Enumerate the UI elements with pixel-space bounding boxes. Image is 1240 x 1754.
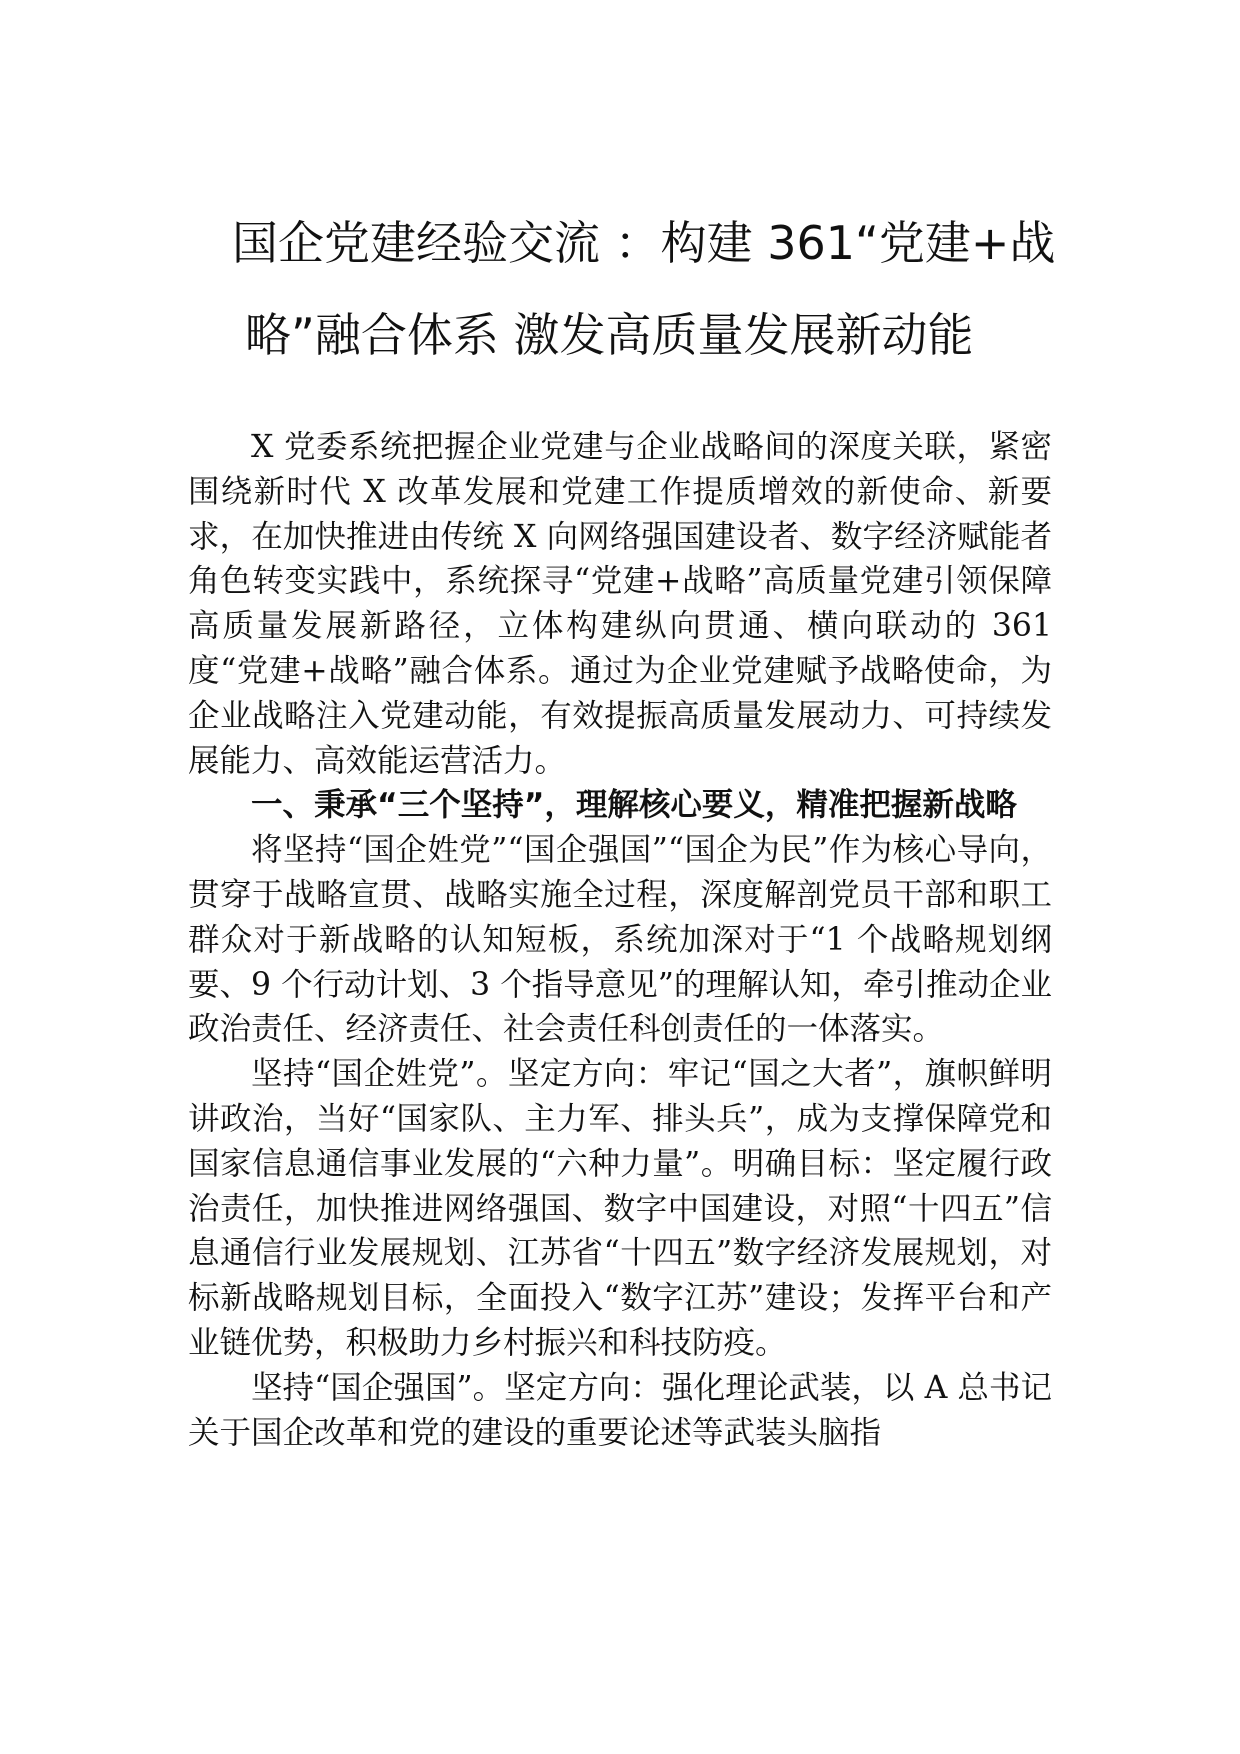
section-heading-1: 一、秉承“三个坚持”，理解核心要义，精准把握新战略 [251,787,1017,824]
paragraph-intro: X 党委系统把握企业党建与企业战略间的深度关联，紧密围绕新时代 X 改革发展和党建工作提质增效的新使命、新要求，在加快推进由传统 X 向网络强国建设者、数字经济赋能者角色转变实践中，系统探寻“党建+战略”高质量党建引领保障高质量发展新路径，立体构建纵向贯通、横向联动的 361 度“党建+战略”融合体系。通过为企业党建赋予战略使命，为企业战略注入党建动能，有效提振高质量发展动力、可持续发展能力、高效能运营活力。 [188,429,1052,779]
document-title-line-2: 略”融合体系 激发高质量发展新动能 [245,308,974,362]
document-title-line-1: 国企党建经验交流 ：构建 361“党建+战 [232,216,1056,270]
paragraph-strong-nation: 坚持“国企强国”。坚定方向：强化理论武装，以 A 总书记关于国企改革和党的建设的重要论述等武装头脑指 [188,1369,1052,1451]
paragraph-section-1: 将坚持“国企姓党”“国企强国”“国企为民”作为核心导向，贯穿于战略宣贯、战略实施全过程，深度解剖党员干部和职工群众对于新战略的认知短板，系统加深对于“1 个战略规划纲要、9 个行动计划、3 个指导意见”的理解认知，牵引推动企业政治责任、经济责任、社会责任科创责任的一体落实。 [188,832,1052,1048]
document-body [188,425,1052,1455]
paragraph-party-led: 坚持“国企姓党”。坚定方向：牢记“国之大者”，旗帜鲜明讲政治，当好“国家队、主力军、排头兵”，成为支撑保障党和国家信息通信事业发展的“六种力量”。明确目标：坚定履行政治责任，加快推进网络强国、数字中国建设，对照“十四五”信息通信行业发展规划、江苏省“十四五”数字经济发展规划，对标新战略规划目标，全面投入“数字江苏”建设；发挥平台和产业链优势，积极助力乡村振兴和科技防疫。 [188,1056,1052,1361]
